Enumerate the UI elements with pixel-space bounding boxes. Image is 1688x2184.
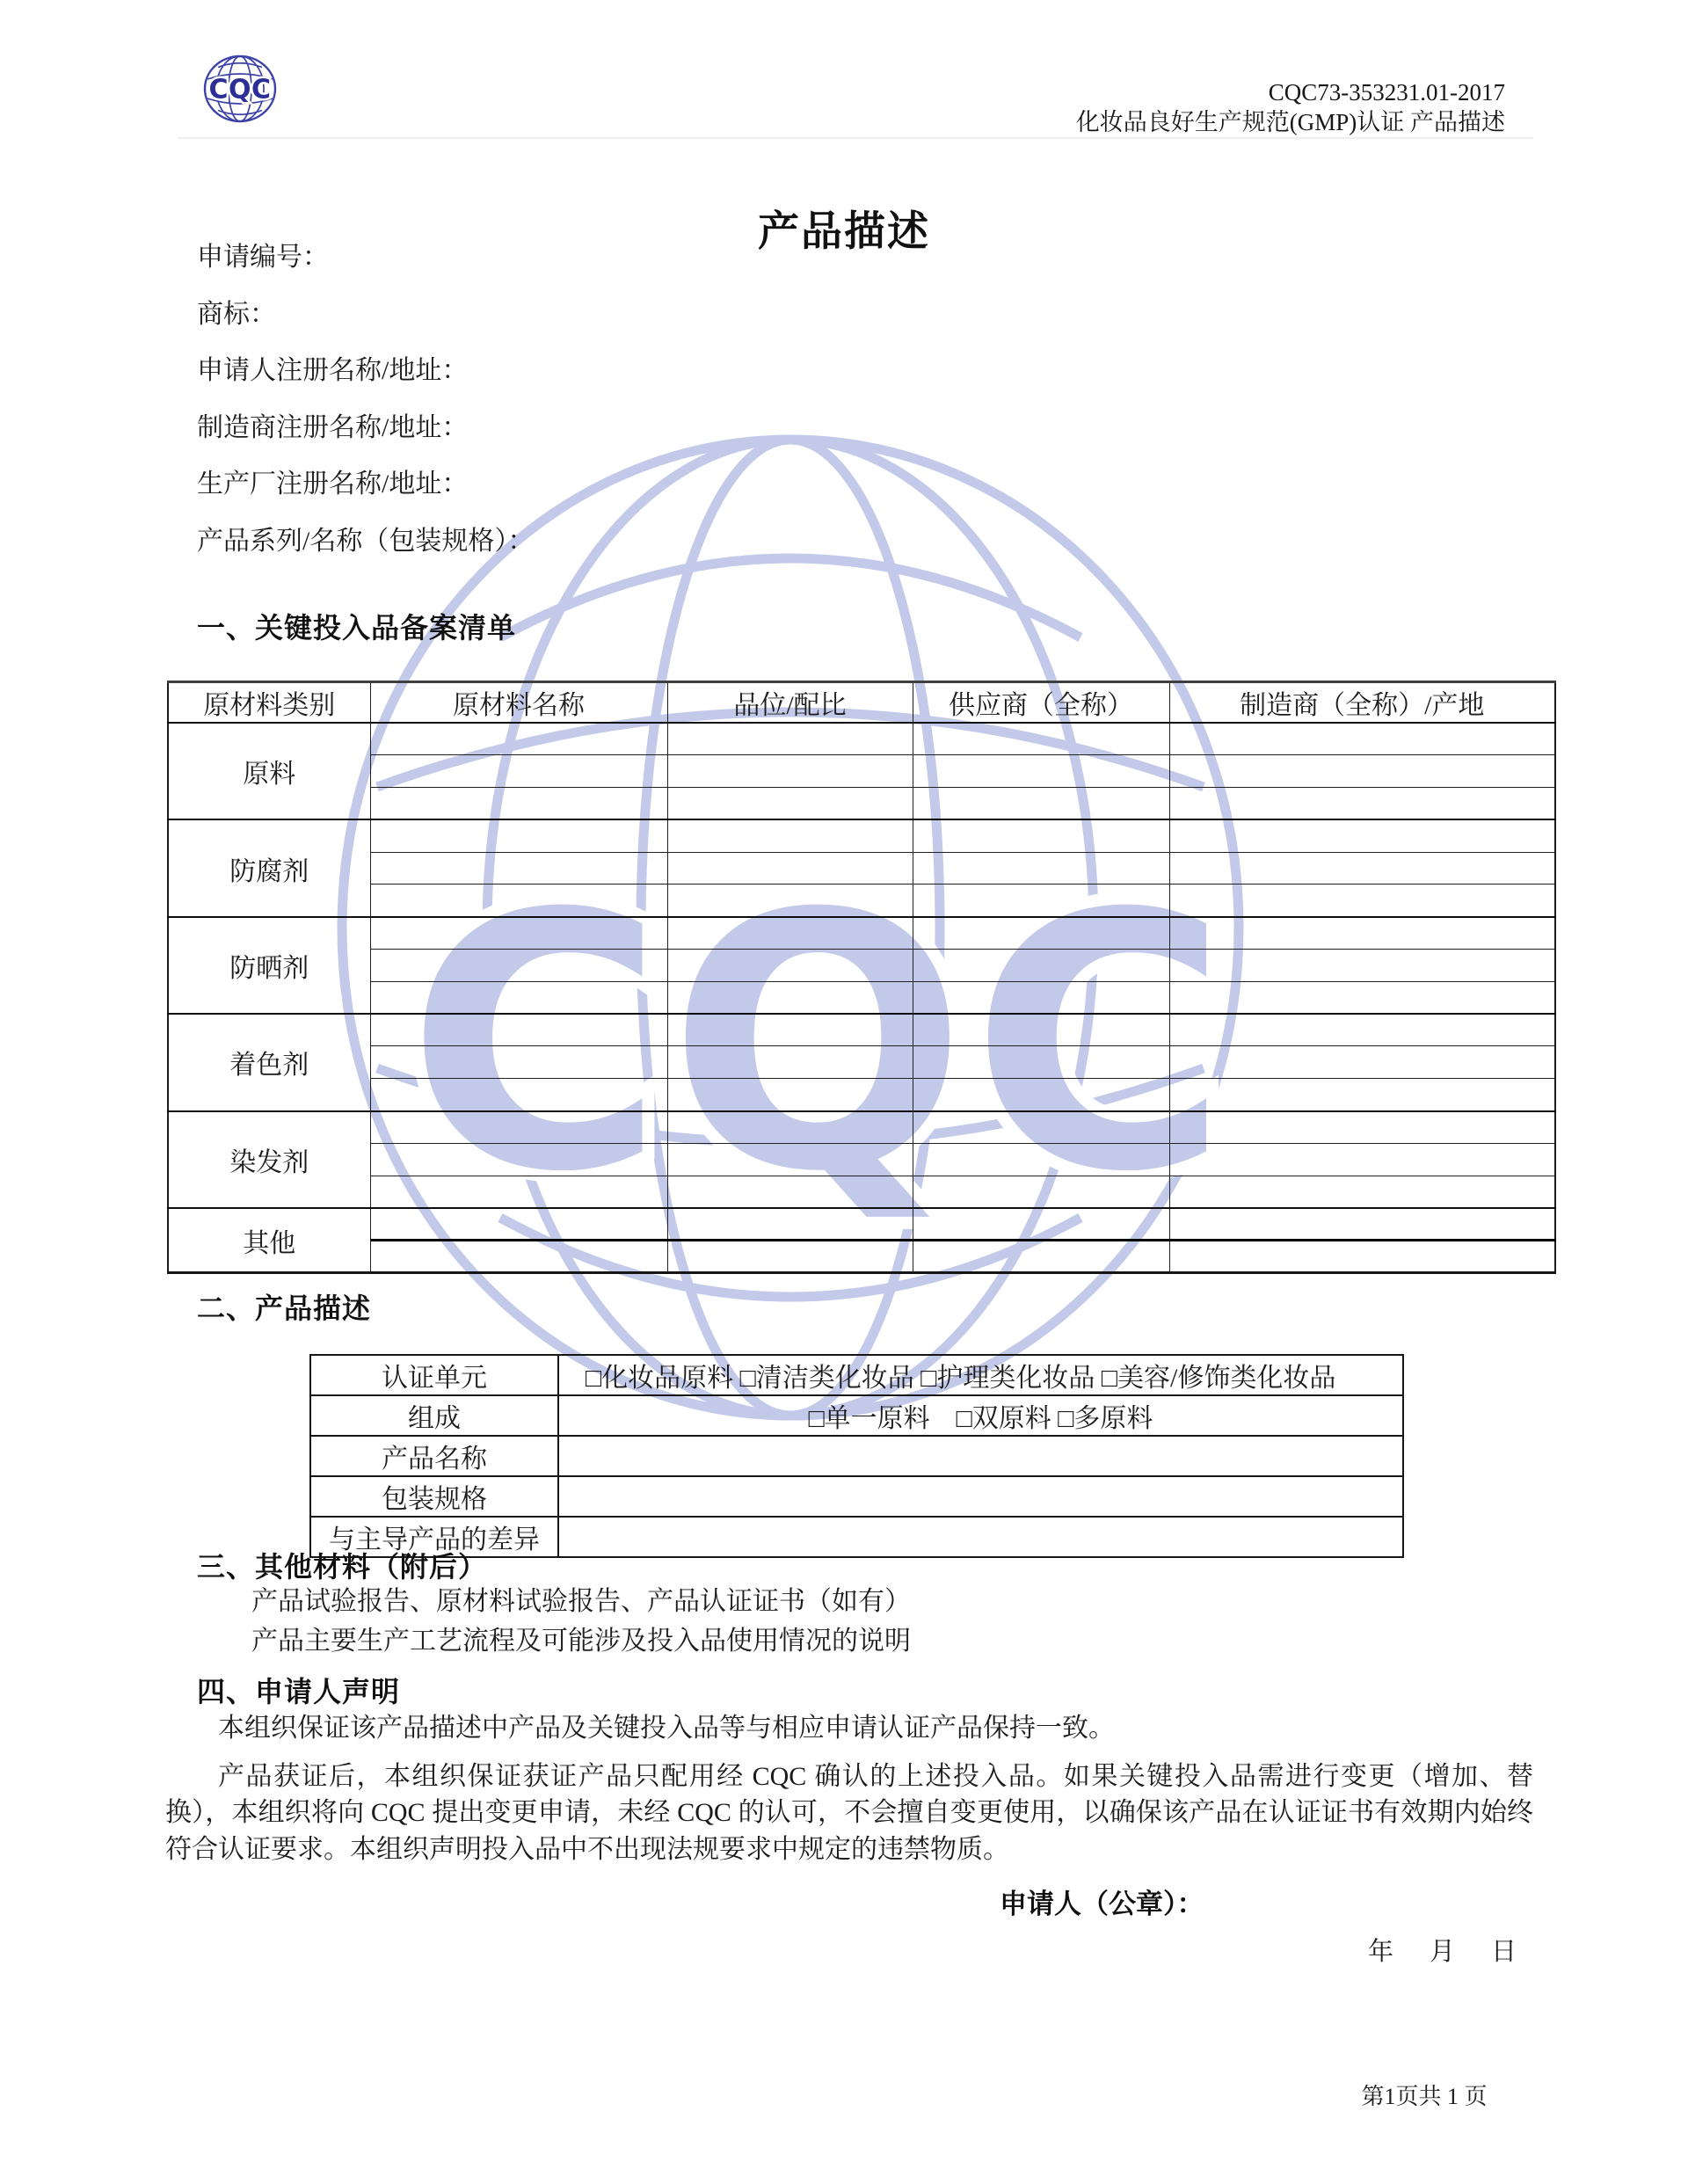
key-input-table-wrap (167, 681, 1556, 1274)
table-row (168, 819, 1555, 852)
empty-cell (667, 819, 913, 852)
field-factory-name-address: 生产厂注册名称/地址： (197, 470, 469, 499)
empty-cell (1169, 1208, 1555, 1241)
section2-heading: 二、产品描述 (197, 1292, 372, 1324)
table-row (168, 950, 1555, 982)
page-number: 第1页共 1 页 (1361, 2084, 1488, 2109)
empty-cell (913, 788, 1169, 820)
empty-cell (1169, 950, 1555, 982)
date-line: 年 月 日 (1368, 1938, 1523, 1966)
declaration-paragraph-2: 产品获证后，本组织保证获证产品只配用经 CQC 确认的上述投入品。如果关键投入品需进行变更（增加、替换），本组织将向 CQC 提出变更申请，未经 CQC 的认可，不会擅自变更使用，以确保该产品在认证证书有效期内始终符合认证要求。本组织声明投入品中不出现法规要求中规定的违禁物质。 (165, 1761, 1533, 1864)
empty-cell (370, 1208, 667, 1241)
empty-cell (558, 1517, 1403, 1557)
empty-cell (558, 1476, 1403, 1517)
row-label-cell: 组成 (310, 1395, 558, 1436)
empty-cell (667, 981, 913, 1014)
row-label-cell: 包装规格 (310, 1476, 558, 1517)
table-row (168, 1111, 1555, 1144)
category-cell: 染发剂 (168, 1111, 370, 1208)
header-divider (178, 137, 1533, 139)
section4-heading: 四、申请人声明 (197, 1676, 401, 1707)
empty-cell (370, 852, 667, 885)
category-cell: 原料 (168, 723, 370, 819)
table-row (168, 852, 1555, 885)
column-header: 供应商（全称） (913, 682, 1169, 724)
table-row (168, 788, 1555, 820)
other-materials-list (251, 1588, 911, 1667)
field-manufacturer-name-address: 制造商注册名称/地址： (197, 412, 469, 442)
row-label-cell: 与主导产品的差异 (310, 1517, 558, 1557)
field-trademark: 商标： (197, 299, 276, 329)
section3-heading: 三、其他材料（附后） (197, 1551, 488, 1583)
empty-cell (370, 819, 667, 852)
empty-cell (558, 1436, 1403, 1476)
empty-cell (667, 950, 913, 982)
empty-cell (913, 852, 1169, 885)
empty-cell (913, 885, 1169, 917)
empty-cell (370, 1143, 667, 1176)
watermark-letters: CQC (406, 840, 1233, 1249)
category-cell: 着色剂 (168, 1014, 370, 1110)
empty-cell (370, 723, 667, 755)
logo-letters: CQC (208, 74, 272, 106)
empty-cell (370, 1241, 667, 1273)
table-row (310, 1436, 1403, 1476)
application-fields (197, 244, 534, 584)
row-label-cell: 产品名称 (310, 1436, 558, 1476)
table-row (168, 723, 1555, 755)
empty-cell (1169, 1111, 1555, 1144)
empty-cell (667, 1014, 913, 1046)
empty-cell (370, 1079, 667, 1111)
empty-cell (1169, 1241, 1555, 1273)
empty-cell (1169, 917, 1555, 950)
empty-cell (913, 1143, 1169, 1176)
table-row (168, 1014, 1555, 1046)
empty-cell (913, 981, 1169, 1014)
empty-cell (370, 1111, 667, 1144)
page-title: 产品描述 (758, 209, 930, 255)
empty-cell (370, 1176, 667, 1208)
empty-cell (913, 1241, 1169, 1273)
section1-heading: 一、关键投入品备案清单 (197, 612, 517, 644)
empty-cell (1169, 852, 1555, 885)
applicant-declaration (165, 1710, 1533, 1867)
table-row (168, 885, 1555, 917)
key-input-materials-table (167, 681, 1556, 1274)
empty-cell (667, 852, 913, 885)
empty-cell (667, 1079, 913, 1111)
product-description-table-wrap (309, 1354, 1404, 1558)
document-header-right (1076, 77, 1505, 137)
empty-cell (370, 885, 667, 917)
table-row (310, 1476, 1403, 1517)
empty-cell (667, 723, 913, 755)
empty-cell (1169, 755, 1555, 788)
table-row (310, 1355, 1403, 1395)
field-application-number: 申请编号： (197, 243, 329, 272)
empty-cell (370, 917, 667, 950)
empty-cell (913, 1208, 1169, 1241)
empty-cell (667, 1143, 913, 1176)
empty-cell (1169, 885, 1555, 917)
doc-subtitle: 化妆品良好生产规范(GMP)认证 产品描述 (1075, 109, 1505, 135)
cqc-logo (200, 53, 280, 127)
empty-cell (1169, 1014, 1555, 1046)
table-row (168, 1208, 1555, 1241)
empty-cell (370, 981, 667, 1014)
empty-cell (667, 1241, 913, 1273)
column-header: 原材料名称 (370, 682, 667, 724)
table-row (310, 1395, 1403, 1436)
empty-cell (913, 1176, 1169, 1208)
category-cell: 防腐剂 (168, 819, 370, 916)
field-product-series-name: 产品系列/名称（包装规格）： (197, 526, 535, 556)
row-label-cell: 认证单元 (310, 1355, 558, 1395)
empty-cell (667, 788, 913, 820)
empty-cell (913, 723, 1169, 755)
empty-cell (1169, 788, 1555, 820)
empty-cell (370, 950, 667, 982)
other-materials-item: 产品主要生产工艺流程及可能涉及投入品使用情况的说明 (251, 1627, 911, 1656)
product-description-table (309, 1354, 1404, 1558)
table-row (168, 1176, 1555, 1208)
empty-cell (913, 819, 1169, 852)
empty-cell (913, 950, 1169, 982)
other-materials-item: 产品试验报告、原材料试验报告、产品认证证书（如有） (251, 1587, 911, 1616)
category-cell: 其他 (168, 1208, 370, 1273)
column-header: 原材料类别 (168, 682, 370, 724)
table-row (168, 1143, 1555, 1176)
empty-cell (1169, 723, 1555, 755)
table-row (168, 1079, 1555, 1111)
table-row (168, 755, 1555, 788)
empty-cell (667, 885, 913, 917)
empty-cell (370, 755, 667, 788)
empty-cell (1169, 1143, 1555, 1176)
empty-cell (913, 755, 1169, 788)
doc-code: CQC73-353231.01-2017 (1268, 79, 1505, 106)
table-row (168, 981, 1555, 1014)
empty-cell (913, 1046, 1169, 1079)
field-applicant-name-address: 申请人注册名称/地址： (197, 356, 469, 385)
empty-cell (1169, 819, 1555, 852)
applicant-seal-label: 申请人（公章）： (1000, 1889, 1204, 1919)
empty-cell (913, 917, 1169, 950)
empty-cell (667, 917, 913, 950)
category-cell: 防晒剂 (168, 917, 370, 1014)
checkbox-options-cell: □化妆品原料 □清洁类化妆品 □护理类化妆品 □美容/修饰类化妆品 (558, 1355, 1403, 1395)
table-row (168, 917, 1555, 950)
empty-cell (913, 1079, 1169, 1111)
empty-cell (667, 1046, 913, 1079)
empty-cell (370, 1046, 667, 1079)
empty-cell (667, 1176, 913, 1208)
empty-cell (667, 1111, 913, 1144)
empty-cell (1169, 981, 1555, 1014)
column-header: 品位/配比 (667, 682, 913, 724)
empty-cell (1169, 1176, 1555, 1208)
table-row (168, 1241, 1555, 1273)
declaration-paragraph-1: 本组织保证该产品描述中产品及关键投入品等与相应申请认证产品保持一致。 (218, 1714, 1115, 1743)
checkbox-options-cell: □单一原料 □双原料 □多原料 (558, 1395, 1403, 1436)
column-header: 制造商（全称）/产地 (1169, 682, 1555, 724)
table-header-row (168, 682, 1555, 724)
empty-cell (667, 755, 913, 788)
empty-cell (370, 1014, 667, 1046)
table-row (168, 1046, 1555, 1079)
empty-cell (913, 1014, 1169, 1046)
empty-cell (370, 788, 667, 820)
empty-cell (667, 1208, 913, 1241)
empty-cell (1169, 1079, 1555, 1111)
empty-cell (1169, 1046, 1555, 1079)
empty-cell (913, 1111, 1169, 1144)
